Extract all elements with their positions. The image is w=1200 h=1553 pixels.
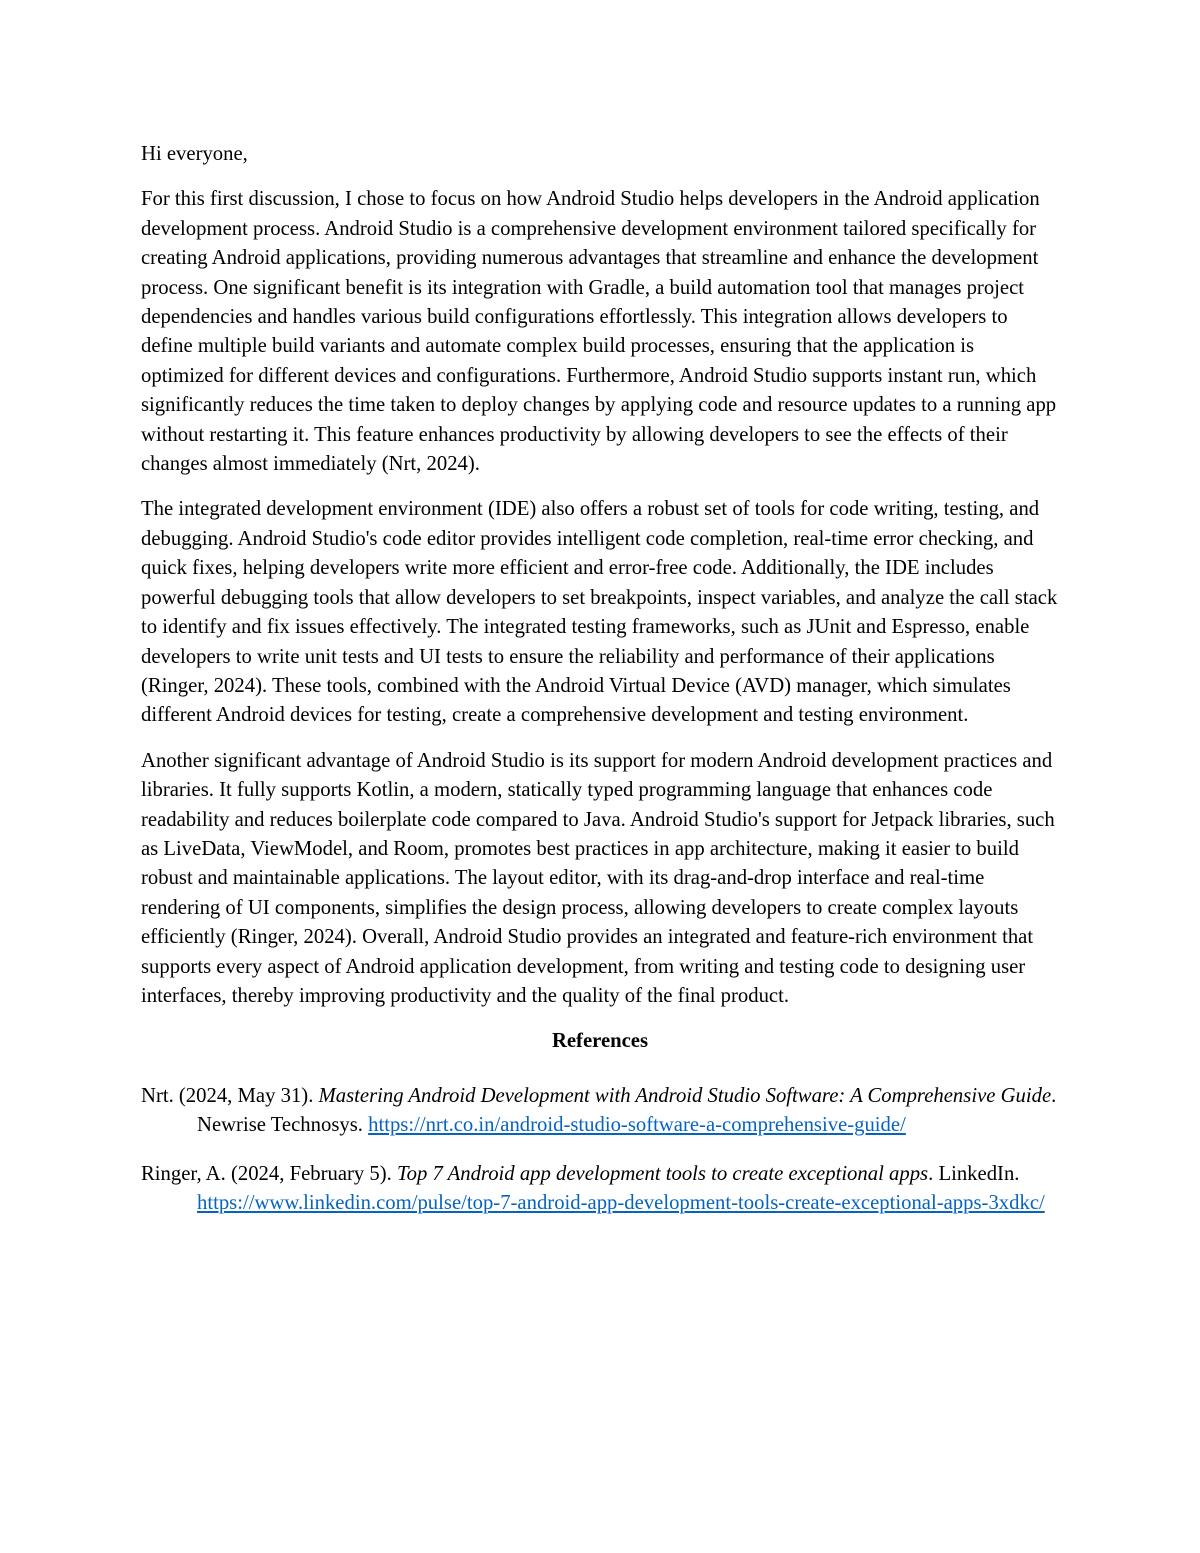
paragraph-modern-practices: Another significant advantage of Android Studio is its support for modern Android development practices and libraries. It fully supports Kotlin, a modern, statically typed programming language that enhances code readability and reduces boilerplate code compared to Java. Android Studio's support for Jetpack libraries, such as LiveData, ViewModel, and Room, promotes best practices in app architecture, making it easier to build robust and maintainable applications. The layout editor, with its drag-and-drop interface and real-time rendering of UI components, simplifies the design process, allowing developers to create complex layouts efficiently (Ringer, 2024). Overall, Android Studio provides an integrated and feature-rich environment that supports every aspect of Android application development, from writing and testing code to designing user interfaces, thereby improving productivity and the quality of the final product. — [141, 749, 1055, 1007]
greeting: Hi everyone, — [141, 143, 248, 165]
reference-entry-ringer — [141, 1160, 1059, 1219]
reference-lead: Nrt. (2024, May 31). — [141, 1084, 319, 1107]
reference-title: Top 7 Android app development tools to create exceptional apps — [397, 1162, 929, 1185]
paragraph-ide-tools: The integrated development environment (IDE) also offers a robust set of tools for code writing, testing, and debugging. Android Studio's code editor provides intelligent code completion, real-time error checking, and quick fixes, helping developers write more efficient and error-free code. Additionally, the IDE includes powerful debugging tools that allow developers to set breakpoints, inspect variables, and analyze the call stack to identify and fix issues effectively. The integrated testing frameworks, such as JUnit and Espresso, enable developers to write unit tests and UI tests to ensure the reliability and performance of their applications (Ringer, 2024). These tools, combined with the Android Virtual Device (AVD) manager, which simulates different Android devices for testing, create a comprehensive development and testing environment. — [141, 498, 1058, 727]
document-page — [141, 140, 1059, 1237]
reference-link[interactable]: https://nrt.co.in/android-studio-software-a-comprehensive-guide/ — [368, 1114, 906, 1137]
reference-lead: Ringer, A. (2024, February 5). — [141, 1162, 397, 1185]
reference-title: Mastering Android Development with Android Studio Software: A Comprehensive Guide — [318, 1084, 1052, 1107]
reference-entry-nrt — [141, 1082, 1059, 1141]
paragraph-android-studio-overview: For this first discussion, I chose to focus on how Android Studio helps developers in the Android application development process. Android Studio is a comprehensive development environment tailored specifically for creating Android applications, providing numerous advantages that streamline and enhance the development process. One significant benefit is its integration with Gradle, a build automation tool that manages project dependencies and handles various build configurations effortlessly. This integration allows developers to define multiple build variants and automate complex build processes, ensuring that the application is optimized for different devices and configurations. Furthermore, Android Studio supports instant run, which significantly reduces the time taken to deploy changes by applying code and resource updates to a running app without restarting it. This feature enhances productivity by allowing developers to see the effects of their changes almost immediately (Nrt, 2024). — [141, 188, 1057, 476]
reference-link[interactable]: https://www.linkedin.com/pulse/top-7-android-app-development-tools-create-exceptional-apps-3xdkc/ — [197, 1192, 1045, 1214]
reference-publisher: . LinkedIn. — [928, 1162, 1020, 1185]
references-heading: References — [551, 1030, 649, 1053]
reference-publisher: . Newrise Technosys. — [197, 1084, 1057, 1137]
